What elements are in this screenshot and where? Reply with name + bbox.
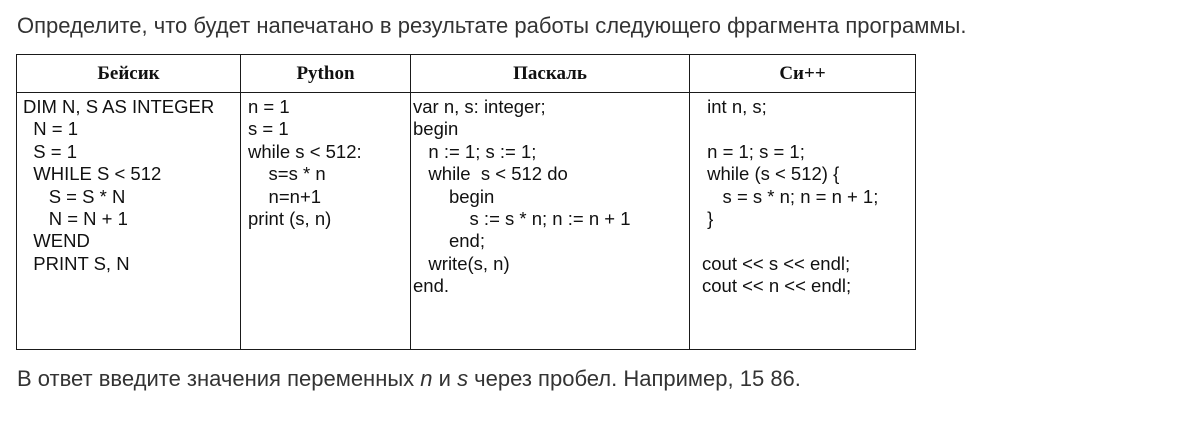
header-python: Python <box>241 55 411 93</box>
cell-cpp <box>690 93 916 350</box>
answer-suffix: через пробел. Например, 15 86. <box>468 366 801 391</box>
question-text: Определите, что будет напечатано в результате работы следующего фрагмента программы. <box>17 13 967 38</box>
header-cpp: Си++ <box>690 55 916 93</box>
cell-basic <box>17 93 241 350</box>
cell-python <box>241 93 411 350</box>
answer-prefix: В ответ введите значения переменных <box>17 366 421 391</box>
cell-pascal <box>411 93 690 350</box>
code-cpp: int n, s; n = 1; s = 1; while (s < 512) { s = s * n; n = n + 1; } cout << s << endl; cout << n << endl; <box>702 96 879 297</box>
header-pascal: Паскаль <box>411 55 690 93</box>
code-table <box>16 54 916 350</box>
variable-n: n <box>420 366 433 391</box>
table-code-row <box>17 93 916 350</box>
header-basic: Бейсик <box>17 55 241 93</box>
table-header-row <box>17 55 916 93</box>
code-python: n = 1 s = 1 while s < 512: s=s * n n=n+1 print (s, n) <box>248 96 362 230</box>
variable-s: s <box>457 366 469 391</box>
code-pascal: var n, s: integer; begin n := 1; s := 1; while s < 512 do begin s := s * n; n := n + 1 end; write(s, n) end. <box>413 96 631 297</box>
answer-instruction <box>17 365 801 393</box>
answer-and: и <box>432 366 458 391</box>
code-basic: DIM N, S AS INTEGER N = 1 S = 1 WHILE S < 512 S = S * N N = N + 1 WEND PRINT S, N <box>23 96 215 274</box>
